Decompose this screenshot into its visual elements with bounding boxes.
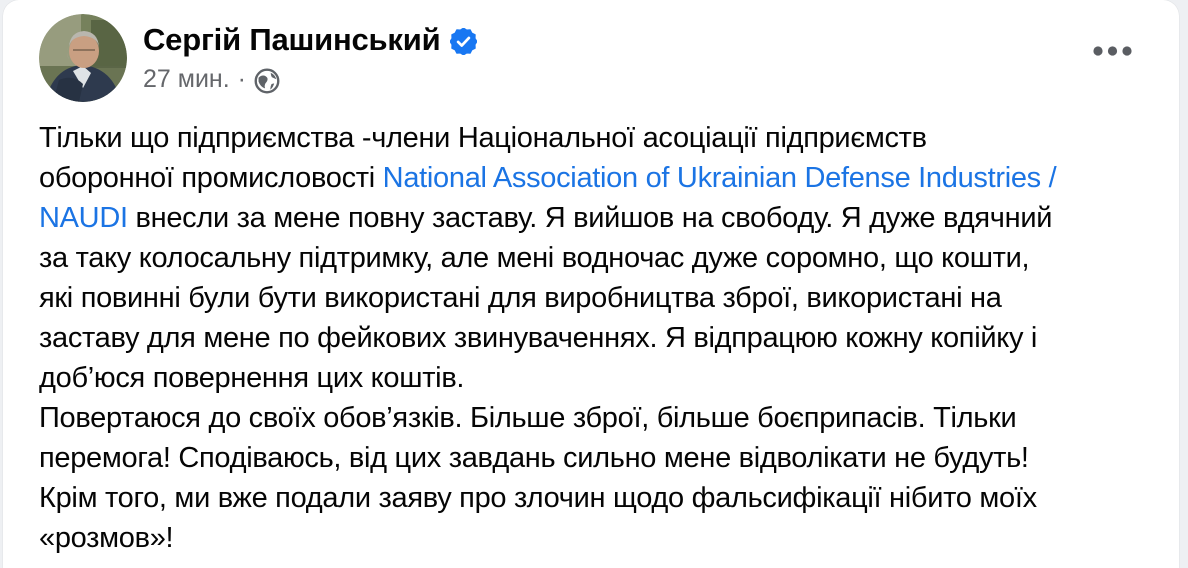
post-text-segment: перемога! Сподіваюсь, від цих завдань сильно мене відволікати не будуть! — [39, 442, 1029, 474]
author-name[interactable]: Сергій Пашинський — [143, 22, 441, 57]
verified-badge-icon — [450, 28, 477, 55]
post-line — [39, 118, 1149, 158]
post-line — [39, 238, 1149, 278]
post-line — [39, 158, 1149, 198]
post-text-segment: «розмов»! — [39, 522, 174, 554]
post-text-segment: Крім того, ми вже подали заяву про злочин щодо фальсифікації нібито моїх — [39, 482, 1037, 514]
post-link[interactable]: NAUDI — [39, 202, 128, 234]
post-header — [3, 0, 1179, 102]
avatar[interactable] — [39, 14, 127, 102]
post-line — [39, 318, 1149, 358]
header-meta — [143, 14, 1087, 94]
more-options-button[interactable] — [1087, 32, 1139, 70]
post-line — [39, 398, 1149, 438]
post-text-segment: за таку колосальну підтримку, але мені водночас дуже соромно, що кошти, — [39, 242, 1030, 274]
post-text-segment: заставу для мене по фейкових звинуваченнях. Я відпрацюю кожну копійку і — [39, 322, 1038, 354]
post-line — [39, 478, 1149, 518]
post-card — [3, 0, 1179, 568]
post-line — [39, 358, 1149, 398]
post-line — [39, 518, 1149, 558]
post-line — [39, 438, 1149, 478]
post-text-segment: Тільки що підприємства -члени Національної асоціації підприємств — [39, 122, 927, 154]
post-line — [39, 198, 1149, 238]
post-timestamp[interactable]: 27 мин. — [143, 65, 230, 93]
post-text-segment: Повертаюся до своїх обов’язків. Більше зброї, більше боєприпасів. Тільки — [39, 402, 1017, 434]
globe-public-icon — [254, 68, 280, 94]
profile-photo — [39, 14, 127, 102]
post-text-segment: які повинні були бути використані для виробництва зброї, використані на — [39, 282, 1002, 314]
post-link[interactable]: National Association of Ukrainian Defense Industries / — [382, 162, 1057, 194]
post-line — [39, 278, 1149, 318]
post-text-segment: доб’юся повернення цих коштів. — [39, 362, 465, 394]
post-text — [3, 102, 1179, 558]
post-text-segment: внесли за мене повну заставу. Я вийшов на свободу. Я дуже вдячний — [127, 202, 1053, 234]
meta-separator: · — [237, 65, 246, 93]
more-horizontal-icon — [1093, 46, 1133, 56]
post-text-segment: оборонної промисловості — [39, 162, 383, 194]
